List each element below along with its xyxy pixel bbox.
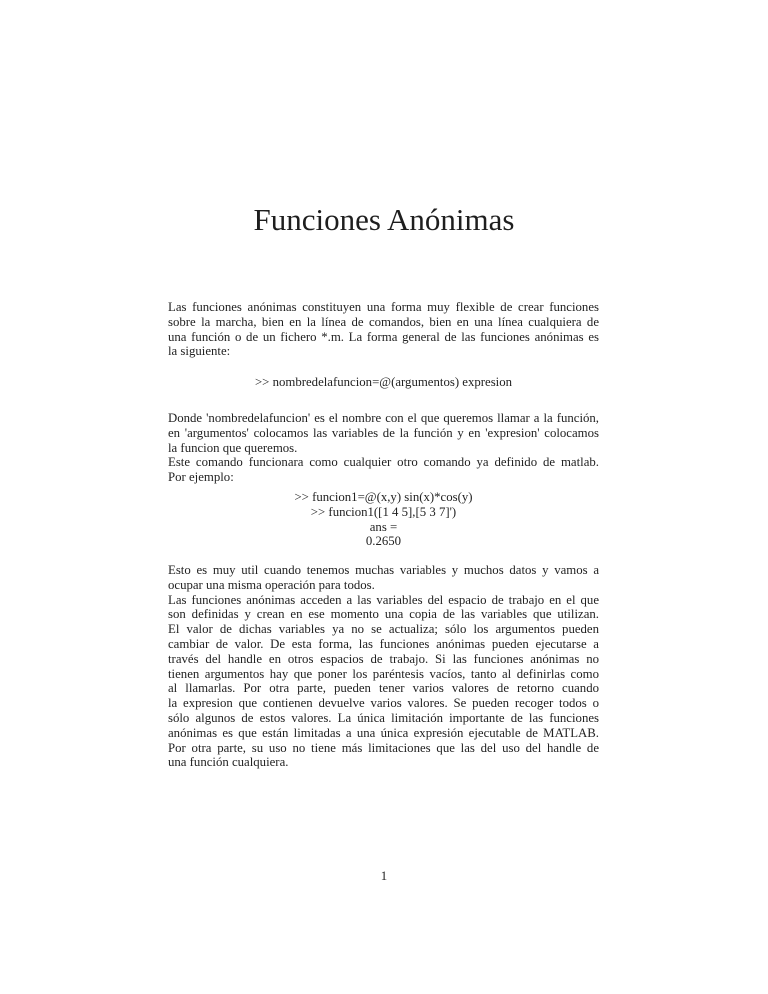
text-line: la funcion que queremos.	[168, 440, 298, 455]
text-line: ocupar una misma operación para todos.	[168, 577, 375, 592]
text-line: son definidas y crean en ese momento una copia de las variables que utilizan.	[168, 607, 599, 622]
general-formula	[168, 375, 599, 390]
text-line: Las funciones anónimas constituyen una forma muy flexible de crear funciones	[168, 300, 599, 314]
formula-line: >> nombredelafuncion=@(argumentos) expresion	[254, 375, 513, 389]
text-line: Por otra parte, su uso no tiene más limitaciones que las del uso del handle de	[168, 740, 599, 755]
code-line: >> funcion1([1 4 5],[5 3 7]')	[310, 504, 457, 519]
text-line: sobre la marcha, bien en la línea de comandos, bien en una línea cualquiera de	[168, 314, 599, 329]
text-line: Esto es muy util cuando tenemos muchas variables y muchos datos y vamos a	[168, 563, 599, 577]
document-title: Funciones Anónimas	[253, 202, 515, 237]
text-line: en 'argumentos' colocamos las variables de la función y en 'expresion' colocamos	[168, 425, 599, 440]
page-number: 1	[380, 869, 388, 883]
text-line: Las funciones anónimas acceden a las variables del espacio de trabajo en el que	[168, 592, 599, 607]
code-line: 0.2650	[365, 534, 402, 549]
text-line: la expresion que contienen devuelve varios valores. Se pueden recoger todos o	[168, 696, 599, 711]
code-line: >> funcion1=@(x,y) sin(x)*cos(y)	[294, 490, 473, 504]
text-line: la siguiente:	[168, 344, 231, 359]
text-line: una función cualquiera.	[168, 755, 289, 770]
text-line: tienen argumentos hay que poner los paréntesis vacíos, tanto al definirlas como	[168, 666, 599, 681]
text-line: sólo algunos de estos valores. La única limitación importante de las funciones	[168, 710, 599, 725]
text-line: Por ejemplo:	[168, 470, 234, 485]
paragraph-explanation	[168, 411, 599, 485]
paragraph-details	[168, 563, 599, 770]
code-line: ans =	[369, 519, 398, 534]
paragraph-intro	[168, 300, 599, 359]
text-line: Este comando funcionara como cualquier otro comando ya definido de matlab.	[168, 455, 599, 470]
text-line: anónimas es que están limitadas a una única expresión ejecutable de MATLAB.	[168, 725, 599, 740]
text-line: una función o de un fichero *.m. La forma general de las funciones anónimas es	[168, 329, 599, 344]
text-line: al llamarlas. Por otra parte, pueden tener varios valores de retorno cuando	[168, 681, 599, 696]
text-line: cambiar de valor. De esta forma, las funciones anónimas pueden ejecutarse a	[168, 636, 599, 651]
text-line: El valor de dichas variables ya no se actualiza; sólo los argumentos pueden	[168, 622, 599, 637]
code-example	[168, 490, 599, 549]
text-line: través del handle en otros espacios de trabajo. Si las funciones anónimas no	[168, 651, 599, 666]
text-line: Donde 'nombredelafuncion' es el nombre con el que queremos llamar a la función,	[168, 411, 599, 425]
